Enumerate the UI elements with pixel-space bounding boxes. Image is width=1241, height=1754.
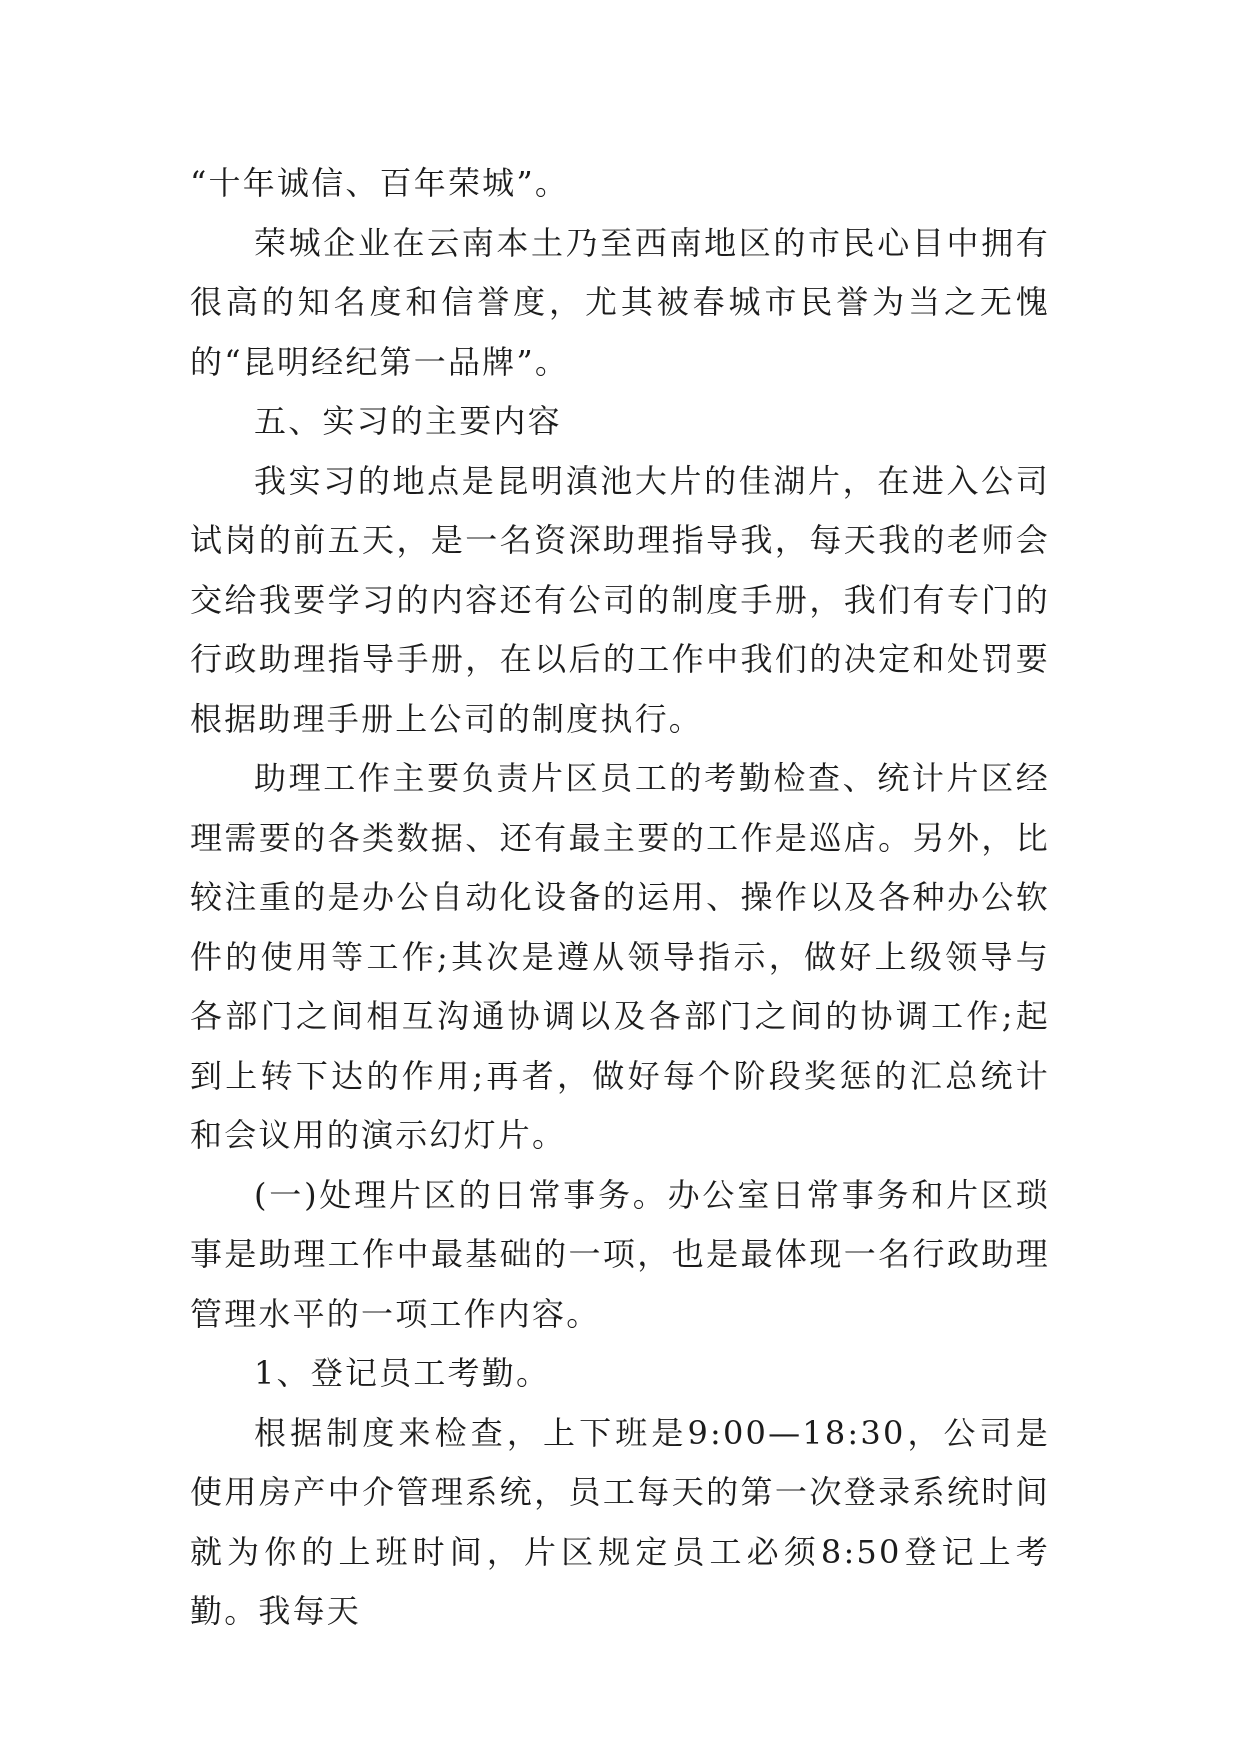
paragraph-daily-affairs: (一)处理片区的日常事务。办公室日常事务和片区琐事是助理工作中最基础的一项，也是最体现一名行政助理管理水平的一项工作内容。: [190, 1175, 1050, 1333]
paragraph-attendance-rules: 根据制度来检查，上下班是9:00—18:30，公司是使用房产中介管理系统，员工每天的第一次登录系统时间就为你的上班时间，片区规定员工必须8:50登记上考勤。我每天: [190, 1413, 1050, 1630]
section-heading-internship-content: 五、实习的主要内容: [254, 402, 562, 440]
paragraph-company-reputation: 荣城企业在云南本土乃至西南地区的市民心目中拥有很高的知名度和信誉度，尤其被春城市民誉为当之无愧的“昆明经纪第一品牌”。: [190, 223, 1050, 381]
subheading-attendance: 1、登记员工考勤。: [254, 1354, 551, 1392]
paragraph-assistant-duties: 助理工作主要负责片区员工的考勤检查、统计片区经理需要的各类数据、还有最主要的工作是巡店。另外，比较注重的是办公自动化设备的运用、操作以及各种办公软件的使用等工作;其次是遵从领导指示，做好上级领导与各部门之间相互沟通协调以及各部门之间的协调工作;起到上转下达的作用;再者，做好每个阶段奖惩的汇总统计和会议用的演示幻灯片。: [190, 759, 1050, 1154]
paragraph-slogan: “十年诚信、百年荣城”。: [190, 164, 570, 202]
document-body: [190, 154, 1050, 1642]
paragraph-internship-location: 我实习的地点是昆明滇池大片的佳湖片，在进入公司试岗的前五天，是一名资深助理指导我，每天我的老师会交给我要学习的内容还有公司的制度手册，我们有专门的行政助理指导手册，在以后的工作中我们的决定和处罚要根据助理手册上公司的制度执行。: [190, 461, 1050, 738]
